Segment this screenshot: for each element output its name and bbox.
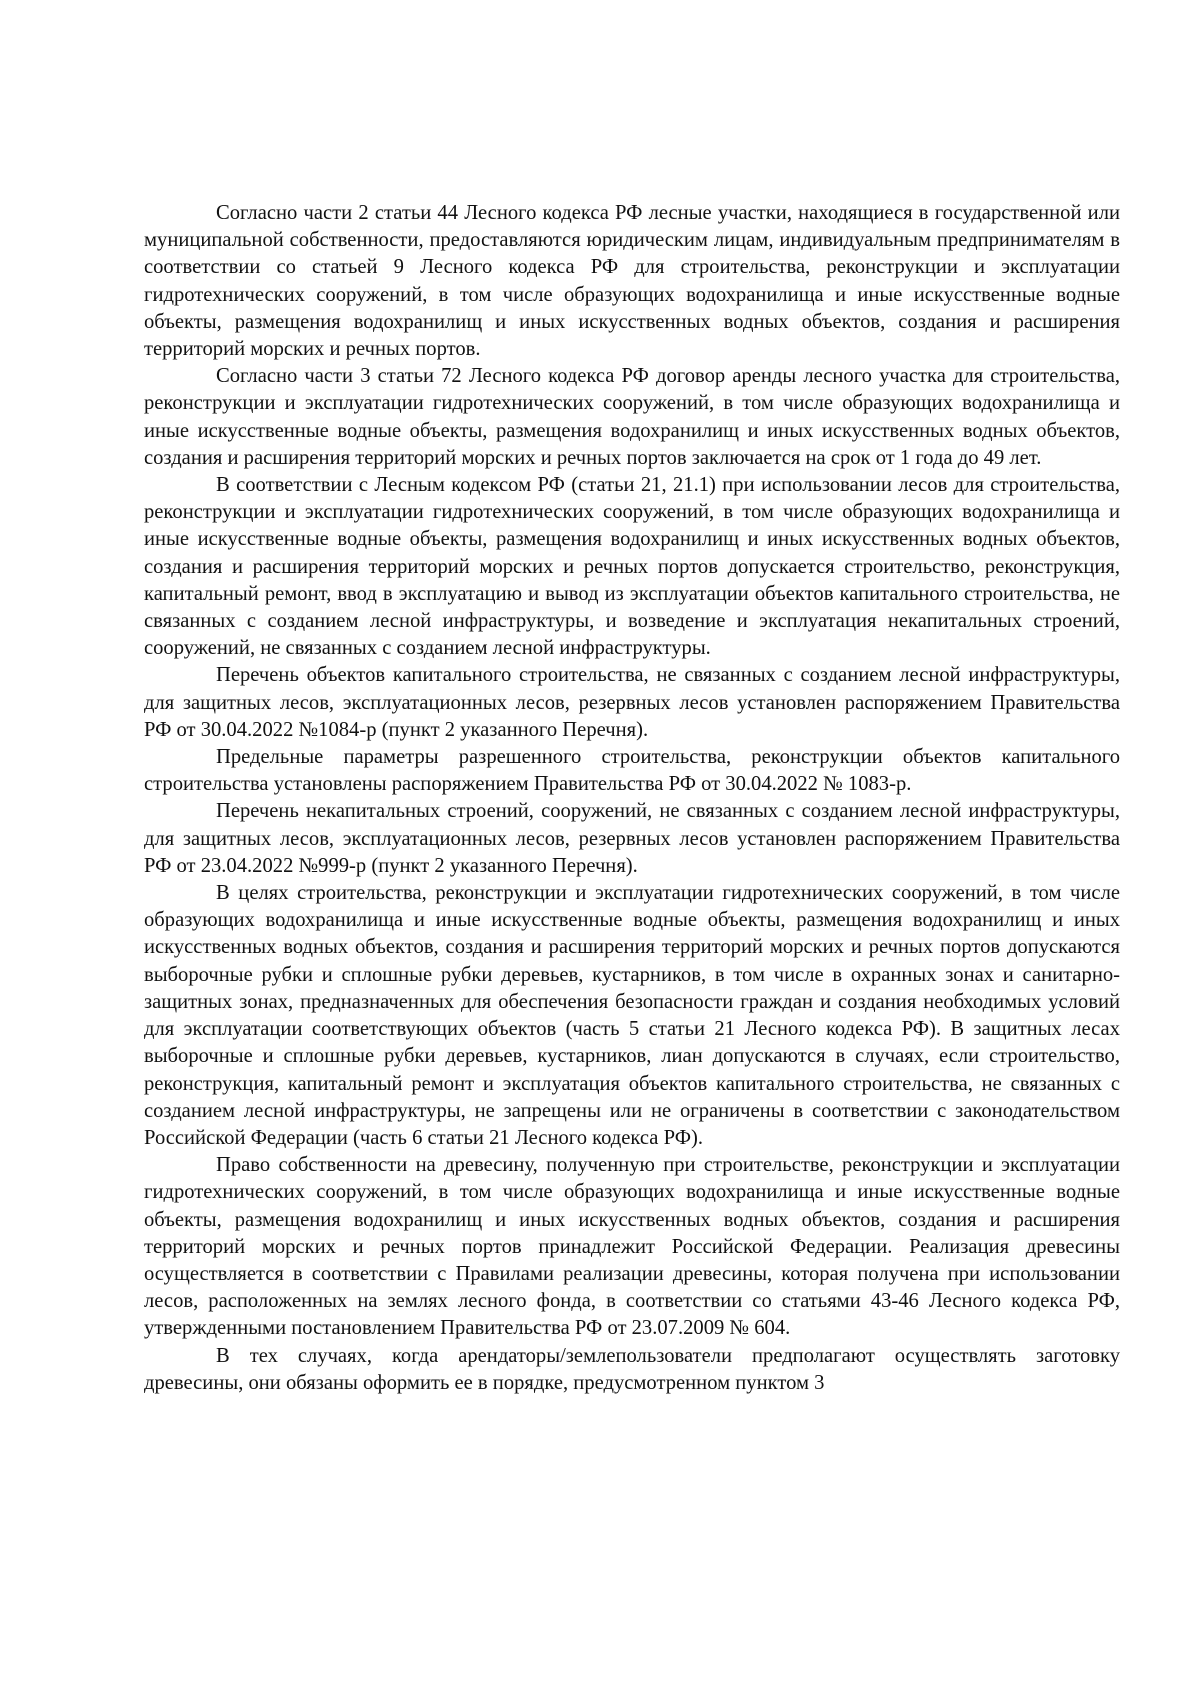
paragraph-6: Перечень некапитальных строений, сооружений, не связанных с созданием лесной инфраструктуры, для защитных лесов, эксплуатационных лесов, резервных лесов установлен распоряжением Правительства РФ от 23.04.2022 №999-р (пункт 2 указанного Перечня). [144, 800, 1120, 877]
paragraph-2: Согласно части 3 статьи 72 Лесного кодекса РФ договор аренды лесного участка для строительства, реконструкции и эксплуатации гидротехнических сооружений, в том числе образующих водохранилища и иные искусственные водные объекты, размещения водохранилищ и иных искусственных водных объектов, создания и расширения территорий морских и речных портов заключается на срок от 1 года до 49 лет. [144, 365, 1120, 469]
paragraph-3: В соответствии с Лесным кодексом РФ (статьи 21, 21.1) при использовании лесов для строительства, реконструкции и эксплуатации гидротехнических сооружений, в том числе образующих водохранилища и иные искусственные водные объекты, размещения водохранилищ и иных искусственных водных объектов, создания и расширения территорий морских и речных портов допускается строительство, реконструкция, капитальный ремонт, ввод в эксплуатацию и вывод из эксплуатации объектов капитального строительства, не связанных с созданием лесной инфраструктуры, и возведение и эксплуатация некапитальных строений, сооружений, не связанных с созданием лесной инфраструктуры. [144, 474, 1120, 660]
paragraph-9: В тех случаях, когда арендаторы/землепользователи предполагают осуществлять заготовку древесины, они обязаны оформить ее в порядке, предусмотренном пунктом 3 [144, 1344, 1120, 1394]
document-body [144, 200, 1120, 1397]
paragraph-7: В целях строительства, реконструкции и эксплуатации гидротехнических сооружений, в том числе образующих водохранилища и иные искусственные водные объекты, размещения водохранилищ и иных искусственных водных объектов, создания и расширения территорий морских и речных портов допускаются выборочные рубки и сплошные рубки деревьев, кустарников, в том числе в охранных зонах и санитарно-защитных зонах, предназначенных для обеспечения безопасности граждан и создания необходимых условий для эксплуатации соответствующих объектов (часть 5 статьи 21 Лесного кодекса РФ). В защитных лесах выборочные и сплошные рубки деревьев, кустарников, лиан допускаются в случаях, если строительство, реконструкция, капитальный ремонт и эксплуатация объектов капитального строительства, не связанных с созданием лесной инфраструктуры, не запрещены или не ограничены в соответствии с законодательством Российской Федерации (часть 6 статьи 21 Лесного кодекса РФ). [144, 882, 1120, 1149]
paragraph-4: Перечень объектов капитального строительства, не связанных с созданием лесной инфраструктуры, для защитных лесов, эксплуатационных лесов, резервных лесов установлен распоряжением Правительства РФ от 30.04.2022 №1084-р (пункт 2 указанного Перечня). [144, 664, 1120, 741]
paragraph-8: Право собственности на древесину, полученную при строительстве, реконструкции и эксплуатации гидротехнических сооружений, в том числе образующих водохранилища и иные искусственные водные объекты, размещения водохранилищ и иных искусственных водных объектов, создания и расширения территорий морских и речных портов принадлежит Российской Федерации. Реализация древесины осуществляется в соответствии с Правилами реализации древесины, которая получена при использовании лесов, расположенных на землях лесного фонда, в соответствии со статьями 43-46 Лесного кодекса РФ, утвержденными постановлением Правительства РФ от 23.07.2009 № 604. [144, 1154, 1120, 1340]
paragraph-1: Согласно части 2 статьи 44 Лесного кодекса РФ лесные участки, находящиеся в государственной или муниципальной собственности, предоставляются юридическим лицам, индивидуальным предпринимателям в соответствии со статьей 9 Лесного кодекса РФ для строительства, реконструкции и эксплуатации гидротехнических сооружений, в том числе образующих водохранилища и иные искусственные водные объекты, размещения водохранилищ и иных искусственных водных объектов, создания и расширения территорий морских и речных портов. [144, 202, 1120, 361]
paragraph-5: Предельные параметры разрешенного строительства, реконструкции объектов капитального строительства установлены распоряжением Правительства РФ от 30.04.2022 № 1083-р. [144, 746, 1120, 796]
